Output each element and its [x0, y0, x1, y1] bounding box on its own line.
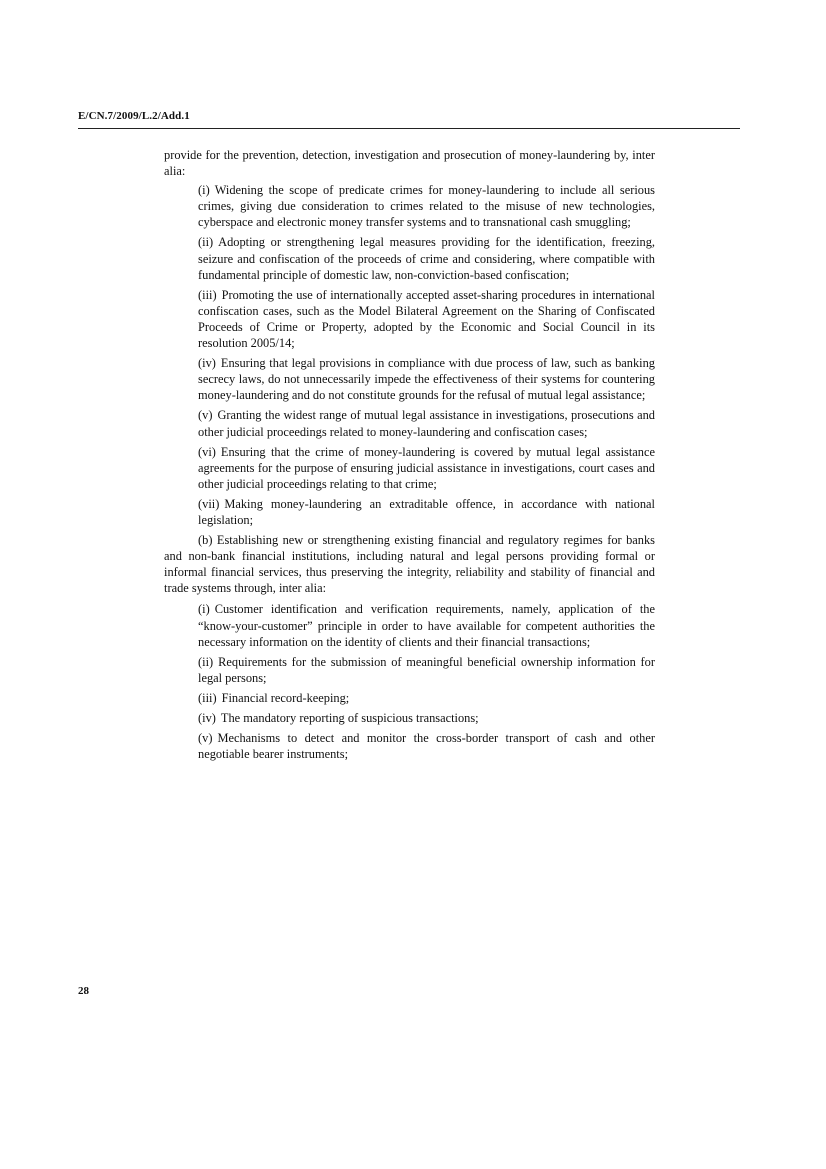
item-text: Requirements for the submission of meaningful beneficial ownership information for legal persons; [198, 654, 655, 685]
item-number: (vi) [198, 444, 216, 459]
item-text: Promoting the use of internationally accepted asset-sharing procedures in international confiscation cases, such as the Model Bilateral Agreement on the Sharing of Confiscated Proceeds of Crime or Property, adopted by the Economic and Social Council in its resolution 2005/14; [198, 287, 655, 351]
item-number: (i) [198, 602, 210, 617]
item-text: The mandatory reporting of suspicious transactions; [220, 711, 479, 725]
item-number: (v) [198, 408, 213, 423]
list-b-item-iv [198, 710, 655, 726]
header-rule [78, 128, 740, 129]
list-a-item-v [198, 407, 655, 439]
item-text: Financial record-keeping; [221, 690, 350, 705]
item-number: (vii) [198, 496, 220, 511]
list-a-item-ii [198, 234, 655, 282]
document-body [164, 147, 655, 766]
item-number: (iii) [198, 690, 217, 705]
item-text: Customer identification and verification requirements, namely, application of the “know-your-customer” principle in order to have available for competent authorities the necessary information on the identity of clients and their financial transactions; [198, 602, 655, 649]
list-b-item-v [198, 730, 655, 762]
item-text: Widening the scope of predicate crimes for money-laundering to include all serious crimes, giving due consideration to crimes related to the misuse of new technologies, cyberspace and electronic money transfer systems and to transnational cash smuggling; [198, 183, 655, 230]
item-number: (ii) [198, 654, 214, 669]
item-text: Ensuring that legal provisions in compliance with due process of law, such as banking secrecy laws, do not unnecessarily impede the effectiveness of their systems for countering money-laundering and do not constitute grounds for the refusal of mutual legal assistance; [198, 356, 655, 403]
item-number: (iv) [198, 711, 216, 725]
item-text: Granting the widest range of mutual legal assistance in investigations, prosecutions and other judicial proceedings related to money-laundering and confiscation cases; [198, 408, 655, 439]
item-number: (ii) [198, 235, 214, 250]
list-b-item-ii [198, 654, 655, 686]
list-a-item-iii [198, 287, 655, 351]
list-b-item-iii [198, 690, 655, 706]
list-a-item-vi [198, 444, 655, 492]
list-b-item-i [198, 601, 655, 649]
item-number: (iv) [198, 356, 216, 371]
list-a-item-iv [198, 355, 655, 403]
document-symbol: E/CN.7/2009/L.2/Add.1 [78, 110, 190, 122]
item-number: (i) [198, 183, 210, 198]
intro-paragraph: provide for the prevention, detection, investigation and prosecution of money-laundering by, inter alia: [164, 148, 655, 179]
paragraph-b: (b) Establishing new or strengthening existing financial and regulatory regimes for banks and non-bank financial institutions, including natural and legal persons providing formal or informal financial services, thus preserving the integrity, reliability and stability of financial and trade systems through, inter alia: [164, 533, 655, 596]
list-a-item-i [198, 182, 655, 230]
item-text: Ensuring that the crime of money-laundering is covered by mutual legal assistance agreements for the purpose of ensuring judicial assistance in investigations, court cases and other judicial proceedings relating to that crime; [198, 444, 655, 491]
page-number: 28 [78, 985, 89, 997]
item-text: Adopting or strengthening legal measures providing for the identification, freezing, seizure and confiscation of the proceeds of crime and considering, where compatible with fundamental principle of domestic law, non-conviction-based confiscation; [198, 235, 655, 282]
item-number: (iii) [198, 287, 217, 302]
item-number: (v) [198, 731, 213, 746]
list-a-item-vii [198, 496, 655, 528]
item-text: Mechanisms to detect and monitor the cross-border transport of cash and other negotiable bearer instruments; [198, 731, 655, 762]
item-text: Making money-laundering an extraditable offence, in accordance with national legislation; [198, 496, 655, 527]
